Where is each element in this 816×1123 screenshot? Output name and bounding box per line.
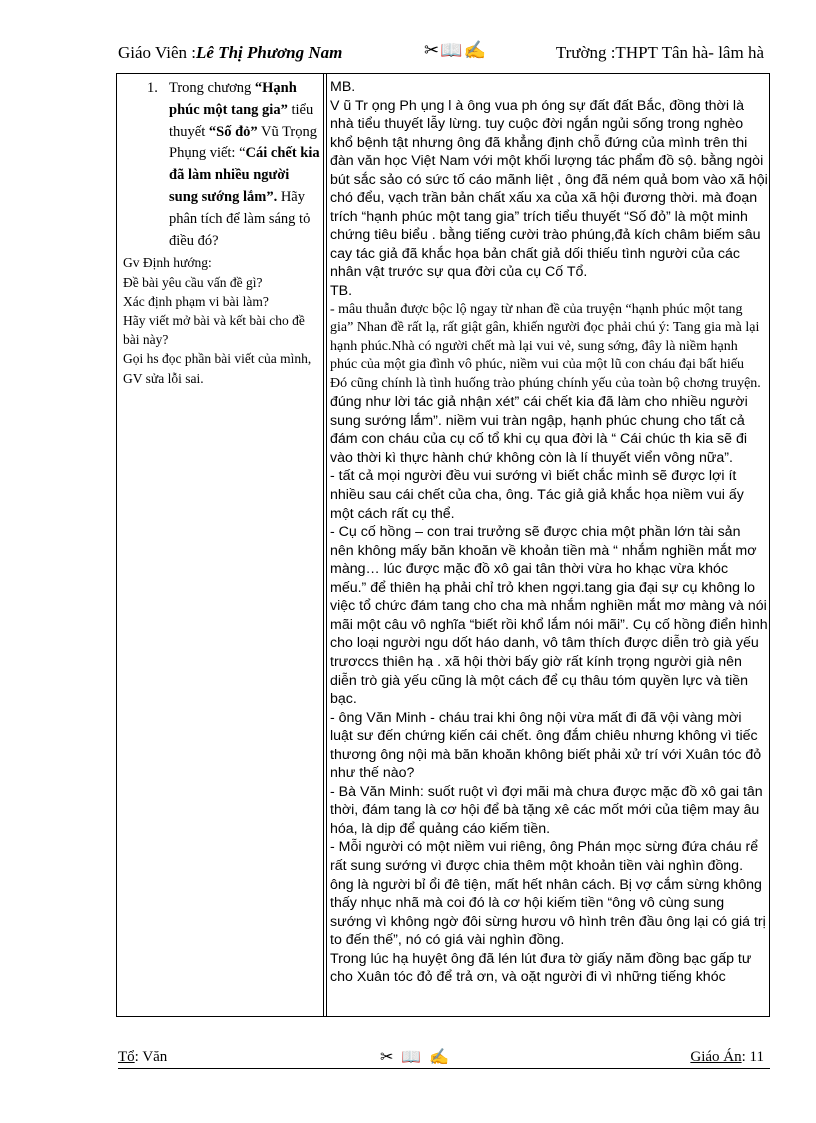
question-chapter-title: “Hạnh phúc một tang gia” [169,80,297,118]
question-text-1: Trong chương [169,80,255,96]
body-paragraph: - Bà Văn Minh: suốt ruột vì đợi mãi mà chưa được mặc đồ xô gai tân thời, đám tang là cơ hội để bà tặng xê các mốt mới của tiệm may âu hóa, là dịp để quảng cáo kiếm tiền. [330,783,763,837]
group-line [118,1049,167,1066]
question-text-3: Vũ Trọng Phụng viết: “ [169,123,318,162]
school-name: Trường :THPT Tân hà- lâm hà [555,43,764,62]
guide-line: Xác định phạm vi bài làm? [123,293,269,309]
content-column [330,78,768,987]
activity-column [117,78,321,388]
lesson-number: : 11 [741,1049,764,1065]
question-novel-title: “Số đỏ” [208,123,258,140]
body-paragraph: - tất cả mọi người đều vui sướng vì biết chắc mình sẽ được lợi ít nhiều sau cái chết của cha, ông. Tác giả giả khắc họa niềm vui ấy một cách rất cụ thể. [330,468,744,522]
page-header [118,40,770,68]
guide-line: Đề bài yêu cầu vấn đề gì? [123,274,263,290]
footer-ornament-icon: ✂ 📖 ✍ [380,1049,452,1066]
section-heading-body: TB. [330,283,353,300]
question-number: 1. [147,80,158,96]
header-ornament-icon: ✂📖✍ [424,40,487,60]
lesson-line [690,1049,764,1066]
intro-paragraph: V ũ Tr ọng Ph ụng l à ông vua ph óng sự đất đất Bắc, đồng thời là nhà tiểu thuyết lẫy lừng. tuy cuộc đời ngắn ngủi sống trong nghèo khổ bệnh tật nhưng ông đã khẳng định chỗ đứng của mình trên thi đàn văn học Việt Nam với một khối lượng tác phẩm đồ sộ. bằng ngòi bút sắc sảo có sức tố cáo mãnh liệt , ông đã ném quả bom vào xã hội chó đểu, vạch trần bản chất xấu xa của xã hội đương thời. mà đoạn trích “hạnh phúc một tang gia” trích tiểu thuyết “Số đỏ” là một minh chứng tiêu biểu . bằng tiếng cười trào phúng,đả kích châm biếm sâu cay tác giả đã khắc họa bản chất giả dối thiếu tình người của các nhân vật trước sự qua đời của cụ Cố Tổ. [330,97,768,281]
teacher-name: Lê Thị Phương Nam [196,43,343,62]
body-paragraph: Trong lúc hạ huyệt ông đã lén lút đưa tờ giấy năm đồng bạc gấp tư cho Xuân tóc đỏ để trả ơn, và oặt người đi vì những tiếng khóc [330,950,752,986]
body-paragraph: - mâu thuẫn được bộc lộ ngay từ nhan đề của truyện “hạnh phúc một tang gia” Nhan đề rất lạ, rất giật gân, khiến người đọc phải chú ý: Tang gia mà lại hạnh phúc.Nhà có người chết mà lại vui vẻ, sung sớng, đây là niềm hạnh phúc của một gia đình vô phúc, niềm vui của một lũ con cháu đại bất hiếu [330,301,760,373]
page-footer [118,1049,770,1069]
footer-rule [118,1068,770,1069]
guide-line: Hãy viết mở bài và kết bài cho đề bài này? [123,312,305,348]
lesson-label: Giáo Án [690,1049,742,1065]
body-paragraph: - Mỗi người có một niềm vui riêng, ông Phán mọc sừng đứa cháu rể rất sung sướng vì được chia thêm một khoản tiền vài nghìn đồng. ông là người bỉ ổi đê tiện, mất hết nhân cách. Bị vợ cắm sừng không thấy nhục nhã mà coi đó là cơ hội kiếm tiền “ông vô cùng sung sướng vì không ngờ đôi sừng hươu vô hình trên đầu ông lại có giá trị to đến thế”, nó có giá vài nghìn đồng. [330,839,766,949]
teacher-line [118,43,342,63]
lesson-table [116,73,770,1017]
group-value: : Văn [134,1049,168,1065]
guide-line: Gv Định hướng: [123,255,212,271]
question-text-4: Hãy phân tích để làm sáng tỏ điều đó? [169,188,311,249]
body-paragraph: - Cụ cố hồng – con trai trưởng sẽ được chia một phần lớn tài sản nên không mấy băn khoăn về khoản tiền mà “ nhắm nghiền mắt mơ màng… lúc được mặc đồ xô gai tân thời vừa ho khạc vừa khóc mếu.” để thiên hạ phải chỉ trỏ khen ngợi.tang gia đại sự cụ không lo việc tổ chức đám tang cho cha mà nhắm nghiền mắt mơ màng và nói mãi một câu vô nghĩa “biết rồi khổ lắm nói mãi”. Cụ cố hồng điển hình cho loại người ngu dốt háo danh, vô tâm thích được diễn trò già yếu trươccs thiên hạ . xã hội thời bấy giờ rất kính trọng người già nên diễn trò già yếu cũng là một cách để cụ thâu tóm quyền lực và tiền bạc. [330,524,768,708]
body-paragraph: đúng như lời tác giả nhận xét” cái chết kia đã làm cho nhiều người sung sướng lắm”. niềm vui tràn ngập, hạnh phúc chung cho tất cả đám con cháu của cụ cố tổ khi cụ qua đời là “ Cái chúc th kia sẽ đi vào thời kì thực hành chứ không còn là lí thuyết viển vông nữa”. [330,394,748,466]
guide-line: Gọi hs đọc phần bài viết của mình, GV sửa lỗi sai. [123,351,312,386]
question-quote: Cái chết kia đã làm nhiều người sung sướng lắm”. [169,145,320,205]
teacher-guide [117,253,321,387]
teacher-label: Giáo Viên : [118,43,196,62]
column-divider [323,74,327,1016]
question-item [117,78,321,252]
section-heading-intro: MB. [330,79,356,95]
question-text-2: tiểu thuyết [169,101,314,140]
group-label: Tổ [118,1049,135,1065]
body-paragraph: Đó cũng chính là tình huống trào phúng chính yếu của toàn bộ chơng truyện. [330,375,761,391]
body-paragraph: - ông Văn Minh - cháu trai khi ông nội vừa mất đi đã vội vàng mời luật sư đến chứng kiến cái chết. ông đắm chiêu nhưng không vì tiếc thương ông nội mà băn khoăn không biết phải xử trí với Xuân tóc đỏ như thế nào? [330,709,762,782]
